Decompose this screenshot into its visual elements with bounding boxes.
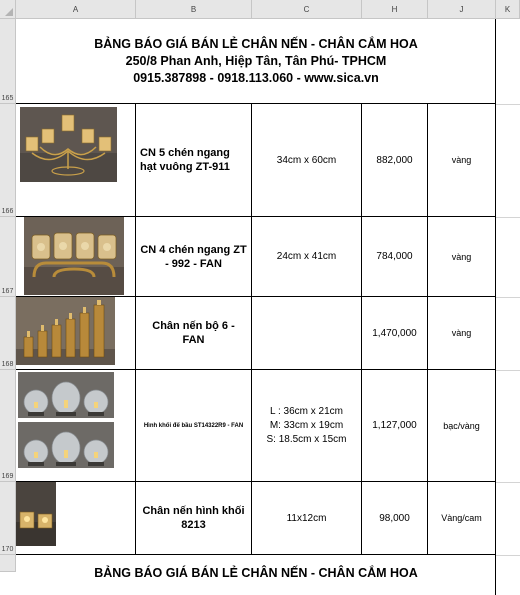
product-photo-cell[interactable] (16, 482, 136, 555)
column-header-c[interactable]: C (252, 0, 362, 19)
row-header-166[interactable]: 166 (0, 104, 16, 217)
product-size-small: S: 18.5cm x 15cm (266, 433, 347, 445)
product-color-cell[interactable] (428, 482, 496, 555)
product-color: vàng (451, 155, 472, 165)
column-header-h[interactable]: H (362, 0, 428, 19)
product-name-cell[interactable] (136, 104, 252, 217)
product-photo-cell[interactable] (16, 104, 136, 217)
column-header-j[interactable]: J (428, 0, 496, 19)
product-size: 24cm x 41cm (276, 251, 337, 262)
column-header-k[interactable]: K (496, 0, 520, 19)
candle-cube-photo (16, 482, 56, 546)
product-color-cell[interactable] (428, 297, 496, 370)
gridline (496, 370, 520, 371)
gridline (496, 482, 520, 483)
select-all-corner[interactable] (0, 0, 16, 19)
price-list-header[interactable] (16, 19, 496, 104)
row-header-167[interactable]: 167 (0, 217, 16, 297)
price-list-header-next[interactable] (16, 555, 496, 595)
product-color: vàng (451, 328, 472, 338)
product-size: 34cm x 60cm (276, 154, 337, 166)
product-photo-cell[interactable] (16, 297, 136, 370)
shop-address: 250/8 Phan Anh, Hiệp Tân, Tân Phú- TPHCM (125, 54, 387, 68)
gold-4-cup-candle-holder-photo (24, 217, 124, 295)
product-price: 784,000 (376, 251, 413, 262)
product-price-cell[interactable] (362, 482, 428, 555)
glass-orb-lanterns-photo (18, 372, 114, 472)
product-price: 1,127,000 (372, 420, 417, 431)
product-price-cell[interactable] (362, 297, 428, 370)
row-header-168[interactable]: 168 (0, 297, 16, 370)
product-size-large: L : 36cm x 21cm (270, 405, 343, 417)
product-size-cell[interactable] (252, 370, 362, 482)
price-list-title-next: BẢNG BÁO GIÁ BÁN LẺ CHÂN NẾN - CHÂN CẮM HOA (94, 566, 418, 580)
product-name: Chân nến hình khối 8213 (142, 505, 245, 531)
gridline (496, 297, 520, 298)
product-color: bạc/vàng (443, 420, 480, 431)
product-color: vàng (451, 251, 472, 262)
product-name: Hình khối đế bầu ST14322R9 - FAN (143, 422, 244, 429)
price-list-title: BẢNG BÁO GIÁ BÁN LẺ CHÂN NẾN - CHÂN CẮM HOA (94, 37, 418, 51)
gridline (496, 555, 520, 556)
product-price: 98,000 (379, 512, 410, 524)
product-price-cell[interactable] (362, 217, 428, 297)
gridline (496, 217, 520, 218)
product-size-medium: M: 33cm x 19cm (269, 419, 344, 431)
row-header-171[interactable] (0, 555, 16, 572)
column-header-b[interactable]: B (136, 0, 252, 19)
product-price: 882,000 (376, 154, 413, 166)
gridline (496, 104, 520, 105)
product-name-cell[interactable] (136, 482, 252, 555)
product-name-cell[interactable] (136, 217, 252, 297)
product-color-cell[interactable] (428, 217, 496, 297)
product-size: 11x12cm (286, 512, 327, 524)
row-header-170[interactable]: 170 (0, 482, 16, 555)
product-price-cell[interactable] (362, 104, 428, 217)
product-price-cell[interactable] (362, 370, 428, 482)
product-price: 1,470,000 (372, 327, 417, 339)
product-name: CN 5 chén ngang hạt vuông ZT-911 (140, 147, 230, 173)
product-name: Chân nến bộ 6 - FAN (152, 320, 235, 346)
product-color-cell[interactable] (428, 104, 496, 217)
product-photo-cell[interactable] (16, 370, 136, 482)
product-photo-cell[interactable] (16, 217, 136, 297)
gold-5-cup-candle-holder-photo (20, 107, 117, 182)
product-color-cell[interactable] (428, 370, 496, 482)
shop-contact: 0915.387898 - 0918.113.060 - www.sica.vn (133, 71, 379, 85)
row-header-169[interactable]: 169 (0, 370, 16, 482)
product-name-cell[interactable] (136, 370, 252, 482)
set-of-6-candlesticks-photo (16, 297, 115, 365)
product-size-cell[interactable] (252, 104, 362, 217)
product-size-cell[interactable] (252, 217, 362, 297)
row-header-165[interactable]: 165 (0, 19, 16, 104)
product-name-cell[interactable] (136, 297, 252, 370)
product-size-cell[interactable] (252, 482, 362, 555)
product-size-cell[interactable] (252, 297, 362, 370)
product-name: CN 4 chén ngang ZT - 992 - FAN (140, 243, 247, 270)
product-color: Vàng/cam (441, 513, 482, 523)
column-header-a[interactable]: A (16, 0, 136, 19)
